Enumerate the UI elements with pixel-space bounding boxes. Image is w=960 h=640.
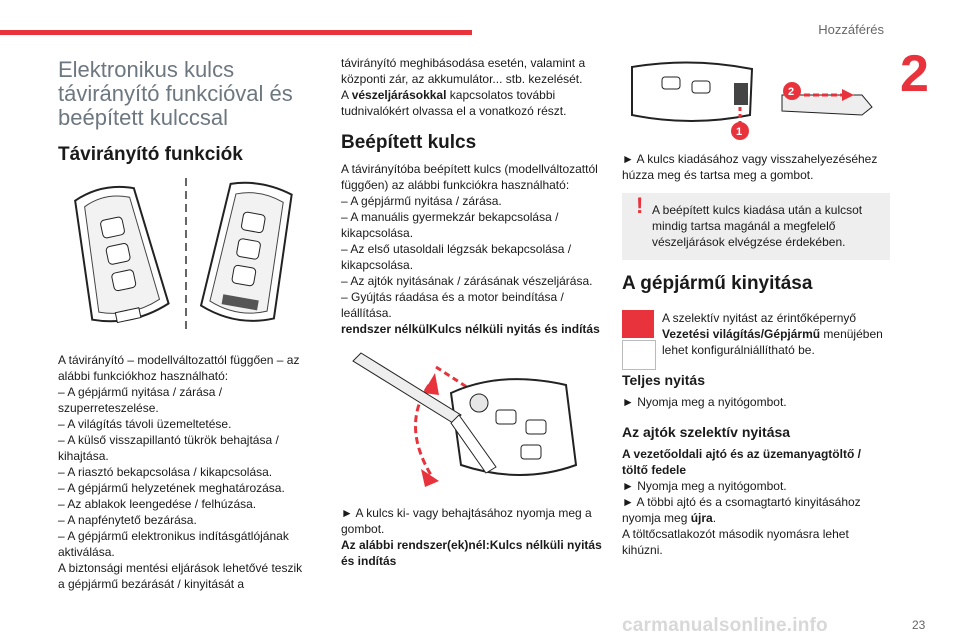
remote-function-4: – A riasztó bekapcsolása / kikapcsolása. (58, 465, 273, 479)
settings-icon (622, 310, 654, 338)
flip-key-fob (66, 180, 170, 327)
full-unlock-instruction: ► Nyomja meg a nyitógombot. (622, 395, 787, 409)
keyless-system-note: Az alábbi rendszer(ek)nél:Kulcs nélküli nyitás és indítás (341, 538, 602, 568)
section-title: Hozzáférés (818, 22, 884, 37)
builtin-function-3: – Az első utasoldali légzsák bekapcsolása / kikapcsolása. (341, 242, 572, 272)
builtin-function-4: – Az ajtók nyitásának / zárásának vészeljárása. (341, 274, 593, 288)
heading-full-unlock: Teljes nyitás (622, 372, 706, 388)
builtin-function-1: – A gépjármű nyitása / zárása. (341, 194, 502, 208)
remote-function-3: – A külső visszapillantó tükrök behajtása / kihajtása. (58, 433, 279, 463)
car-icon (622, 340, 656, 370)
warning-icon: ! (636, 193, 644, 218)
watermark: carmanualsonline.info (622, 615, 828, 636)
key-extraction-illustration (622, 55, 890, 143)
flip-key-illustration (341, 345, 591, 495)
callout-1: 1 (736, 126, 743, 138)
column-left (58, 55, 308, 592)
remote-function-1: – A gépjármű nyitása / zárása / szuperreteszelése. (58, 385, 223, 415)
selective-step-1: ► Nyomja meg a nyitógombot. (622, 479, 787, 493)
builtin-intro: A távirányítóba beépített kulcs (modellváltozattól függően) az alábbi funkciókra használható: (341, 162, 598, 192)
fold-key-instruction: ► A kulcs ki- vagy behajtásához nyomja meg a gombot. (341, 506, 592, 536)
warning-box (622, 193, 890, 260)
heading-builtin-key: Beépített kulcs (341, 132, 477, 153)
backup-text-start: A biztonsági mentési eljárások lehetővé teszik a gépjármű bezárását / kinyitását a (58, 561, 303, 591)
remote-function-8: – A gépjármű elektronikus indításgátlójának aktiválása. (58, 529, 289, 559)
remote-function-6: – Az ablakok leengedése / felhúzása. (58, 497, 257, 511)
column-middle (341, 55, 603, 569)
emergency-reference: A vészeljárásokkal kapcsolatos további tudnivalókért olvassa el a vonatkozó részt. (341, 88, 567, 118)
callout-2: 2 (788, 86, 795, 98)
touchscreen-info: A szelektív nyitást az érintőképernyő Vezetési világítás/Gépjármű menüjében lehet konfigurálniállítható be. (622, 310, 890, 358)
backup-text-cont: távirányító meghibásodása esetén, valamint a központi zár, az akkumulátor... stb. kezelését. (341, 56, 586, 86)
page-number: 23 (912, 618, 926, 632)
system-note: rendszer nélkülKulcs nélküli nyitás és indítás (341, 322, 600, 336)
extract-key-instruction: ► A kulcs kiadásához vagy visszahelyezéséhez húzza meg és tartsa meg a gombot. (622, 152, 878, 182)
remote-intro: A távirányító – modellváltozattól függően – az alábbi funkciókhoz használható: (58, 353, 300, 383)
remote-function-5: – A gépjármű helyzetének meghatározása. (58, 481, 285, 495)
builtin-function-5: – Gyújtás ráadása és a motor beindítása / leállítása. (341, 290, 564, 320)
heading-remote-functions: Távirányító funkciók (58, 144, 243, 165)
remote-function-2: – A világítás távoli üzemeltetése. (58, 417, 232, 431)
selective-step-2: ► A többi ajtó és a csomagtartó kinyitásához nyomja meg újra. (622, 495, 861, 525)
page-title: Elektronikus kulcs távirányító funkcióval és beépített kulccsal (58, 57, 293, 130)
heading-unlocking: A gépjármű kinyitása (622, 273, 813, 294)
keyless-key-fob (200, 178, 297, 326)
top-accent-bar (0, 30, 472, 35)
builtin-function-2: – A manuális gyermekzár bekapcsolása / kikapcsolása. (341, 210, 559, 240)
remote-function-7: – A napfénytető bezárása. (58, 513, 197, 527)
warning-text: A beépített kulcs kiadása után a kulcsot mindig tartsa magánál a megfelelő vészeljárások elvégzése érdekében. (652, 203, 863, 249)
column-right (622, 55, 890, 558)
remote-keys-illustration (58, 173, 298, 338)
charging-connector-note: A töltőcsatlakozót második nyomásra lehet kihúzni. (622, 527, 849, 557)
heading-selective-unlock: Az ajtók szelektív nyitása (622, 424, 791, 440)
chapter-number: 2 (900, 45, 929, 103)
selective-subheading: A vezetőoldali ajtó és az üzemanyagtöltő / töltő fedele (622, 447, 861, 477)
